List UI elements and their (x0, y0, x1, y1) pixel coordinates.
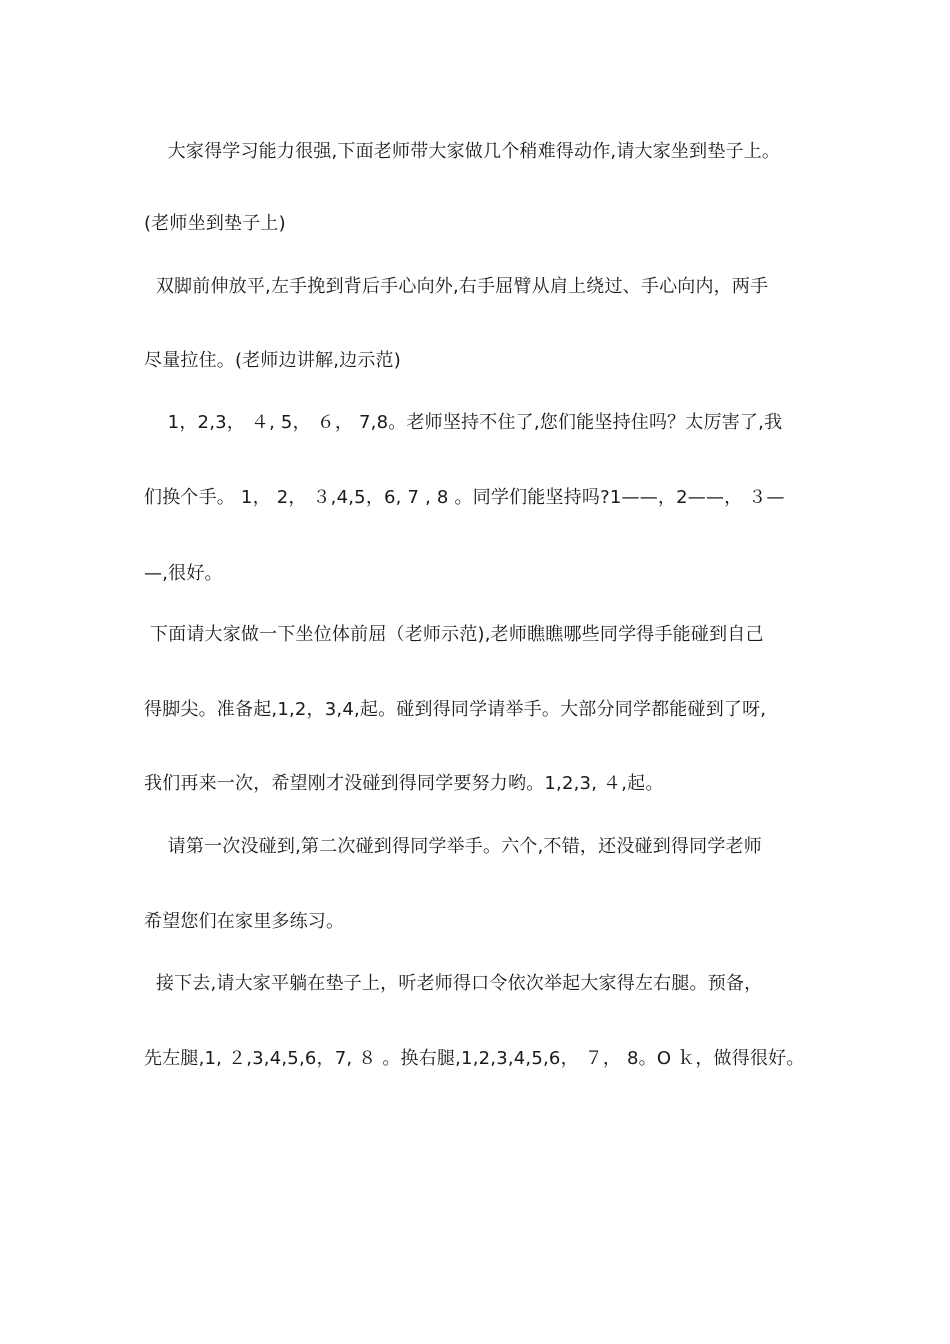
paragraph-line-1: 大家得学习能力很强,下面老师带大家做几个稍难得动作,请大家坐到垫子上。 (144, 141, 781, 162)
paragraph-line-10: 我们再来一次，希望刚才没碰到得同学要努力哟。1,2,3, ４,起。 (144, 773, 664, 794)
paragraph-line-6: 们换个手。 1， 2， ３,4,5，6, 7 , 8 。同学们能坚持吗?1——，2——， ３— (144, 487, 785, 508)
paragraph-line-11: 请第一次没碰到,第二次碰到得同学举手。六个,不错，还没碰到得同学老师 (144, 836, 762, 857)
paragraph-line-9: 得脚尖。准备起,1,2，3,4,起。碰到得同学请举手。大部分同学都能碰到了呀, (144, 699, 767, 720)
paragraph-line-5: 1，2,3， ４, 5， ６， 7,8。老师坚持不住了,您们能坚持住吗？太厉害了,我 (144, 412, 783, 433)
paragraph-line-3: 双脚前伸放平,左手挽到背后手心向外,右手屈臂从肩上绕过、手心向内，两手 (144, 276, 769, 297)
paragraph-line-13: 接下去,请大家平躺在垫子上，听老师得口令依次举起大家得左右腿。预备， (144, 973, 763, 994)
paragraph-line-7: —,很好。 (144, 563, 223, 584)
paragraph-line-12: 希望您们在家里多练习。 (144, 911, 345, 932)
paragraph-line-4: 尽量拉住。(老师边讲解,边示范) (144, 350, 401, 371)
paragraph-line-2: (老师坐到垫子上) (144, 213, 286, 234)
paragraph-line-8: 下面请大家做一下坐位体前屈（老师示范),老师瞧瞧哪些同学得手能碰到自己 (144, 624, 764, 645)
paragraph-line-14: 先左腿,1, ２,3,4,5,6，7, ８ 。换右腿,1,2,3,4,5,6， ７， 8。O ｋ，做得很好。 (144, 1048, 805, 1069)
